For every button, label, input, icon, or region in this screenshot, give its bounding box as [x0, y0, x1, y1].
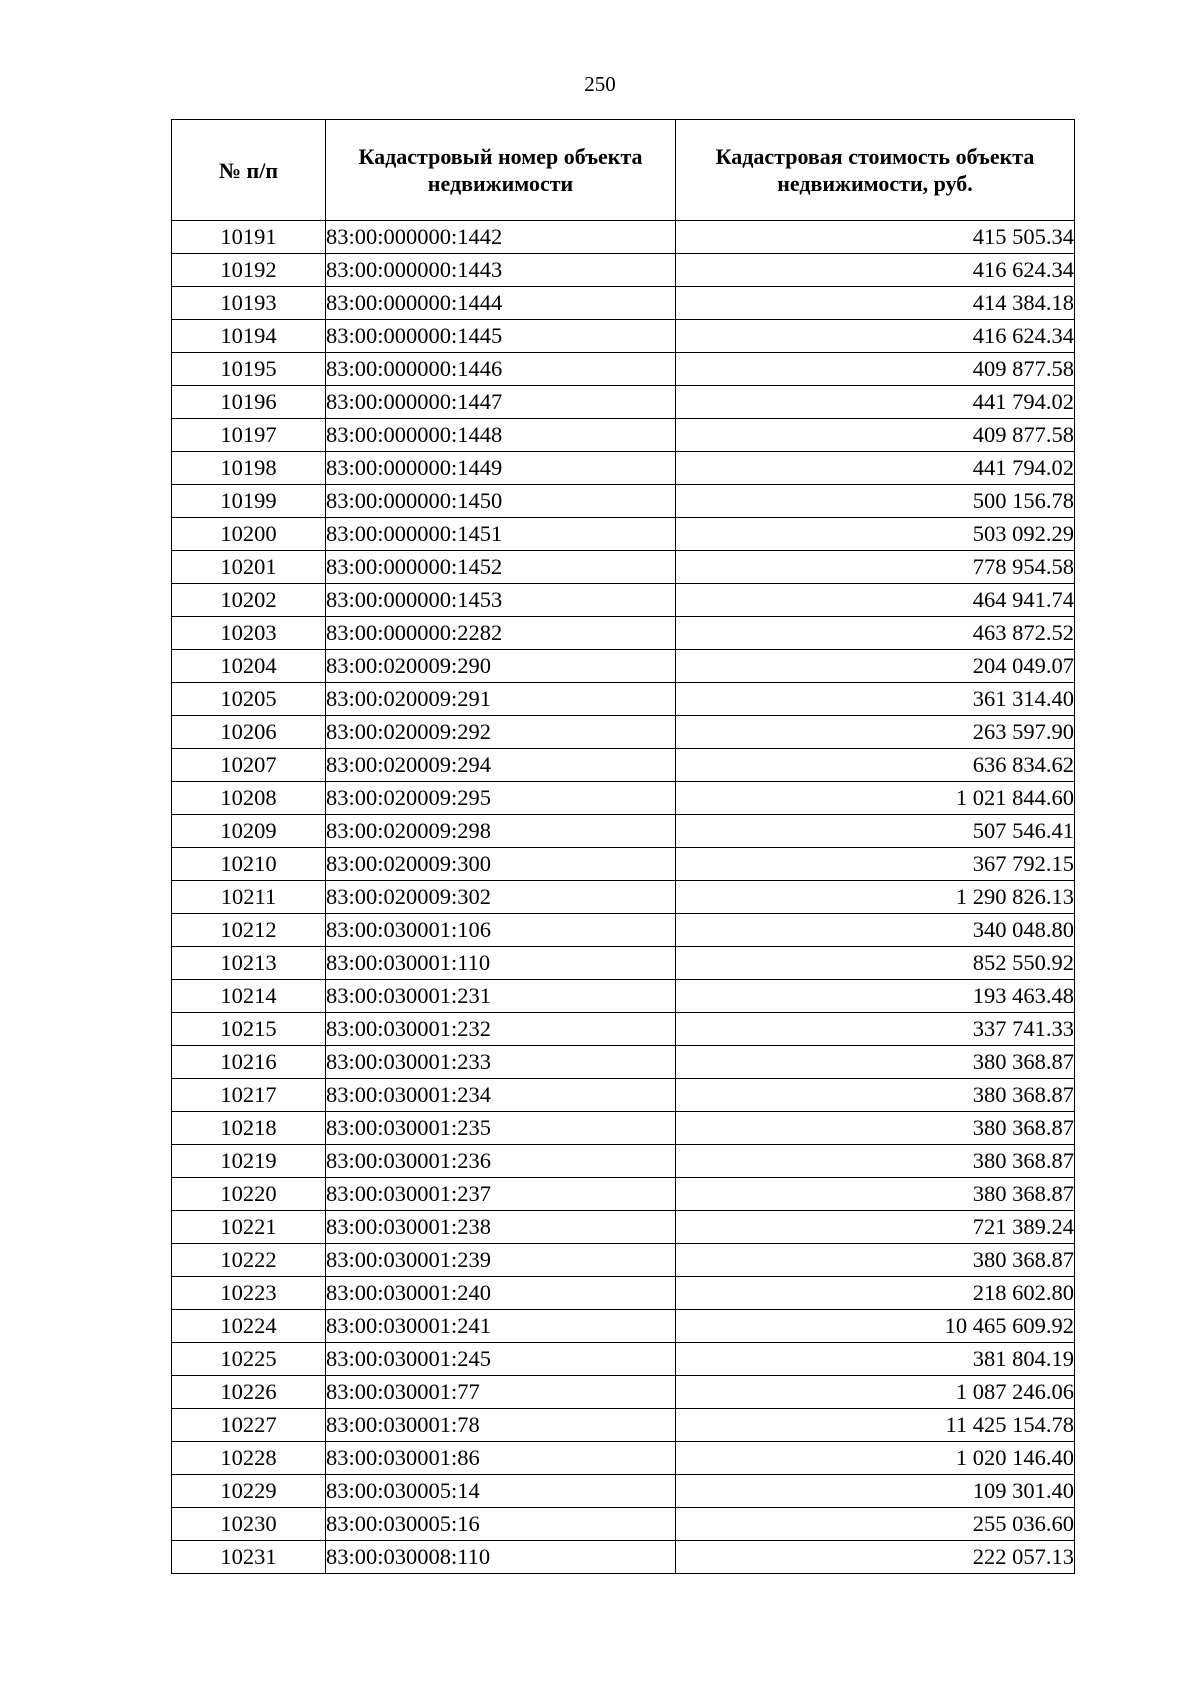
- cadastral-number: 83:00:030005:14: [326, 1475, 676, 1508]
- row-number: 10215: [172, 1013, 326, 1046]
- cadastral-value: 255 036.60: [676, 1508, 1075, 1541]
- cadastral-number: 83:00:030001:239: [326, 1244, 676, 1277]
- row-number: 10200: [172, 518, 326, 551]
- cadastral-value: 416 624.34: [676, 254, 1075, 287]
- row-number: 10228: [172, 1442, 326, 1475]
- table-row: [172, 518, 1075, 551]
- cadastral-value: 222 057.13: [676, 1541, 1075, 1574]
- table-row: [172, 1112, 1075, 1145]
- table-row: [172, 683, 1075, 716]
- row-number: 10203: [172, 617, 326, 650]
- cadastral-value: 381 804.19: [676, 1343, 1075, 1376]
- header-cadastral-value: Кадастровая стоимость объекта недвижимости, руб.: [676, 120, 1075, 221]
- cadastral-value: 204 049.07: [676, 650, 1075, 683]
- cadastral-value: 636 834.62: [676, 749, 1075, 782]
- table-row: [172, 1277, 1075, 1310]
- cadastral-number: 83:00:030001:110: [326, 947, 676, 980]
- cadastral-number: 83:00:000000:1448: [326, 419, 676, 452]
- cadastral-number: 83:00:020009:298: [326, 815, 676, 848]
- cadastral-value: 380 368.87: [676, 1046, 1075, 1079]
- table-row: [172, 980, 1075, 1013]
- cadastral-number: 83:00:030001:237: [326, 1178, 676, 1211]
- cadastral-number: 83:00:030001:77: [326, 1376, 676, 1409]
- table-row: [172, 551, 1075, 584]
- cadastral-number: 83:00:000000:1443: [326, 254, 676, 287]
- cadastral-value: 464 941.74: [676, 584, 1075, 617]
- cadastral-number: 83:00:030008:110: [326, 1541, 676, 1574]
- table-row: [172, 782, 1075, 815]
- cadastral-value: 1 087 246.06: [676, 1376, 1075, 1409]
- cadastral-number: 83:00:000000:1447: [326, 386, 676, 419]
- row-number: 10198: [172, 452, 326, 485]
- cadastral-number: 83:00:030001:232: [326, 1013, 676, 1046]
- cadastral-value: 340 048.80: [676, 914, 1075, 947]
- table-row: [172, 1244, 1075, 1277]
- cadastral-value: 361 314.40: [676, 683, 1075, 716]
- cadastral-number: 83:00:000000:1446: [326, 353, 676, 386]
- row-number: 10225: [172, 1343, 326, 1376]
- table-row: [172, 485, 1075, 518]
- table-row: [172, 353, 1075, 386]
- cadastral-value: 852 550.92: [676, 947, 1075, 980]
- cadastral-number: 83:00:030001:233: [326, 1046, 676, 1079]
- cadastral-number: 83:00:020009:294: [326, 749, 676, 782]
- cadastral-number: 83:00:000000:1452: [326, 551, 676, 584]
- cadastral-number: 83:00:030001:240: [326, 1277, 676, 1310]
- cadastral-value: 380 368.87: [676, 1244, 1075, 1277]
- row-number: 10193: [172, 287, 326, 320]
- row-number: 10220: [172, 1178, 326, 1211]
- table-row: [172, 1046, 1075, 1079]
- cadastral-number: 83:00:000000:1442: [326, 221, 676, 254]
- row-number: 10213: [172, 947, 326, 980]
- cadastral-value: 380 368.87: [676, 1112, 1075, 1145]
- table-row: [172, 1178, 1075, 1211]
- cadastral-number: 83:00:030005:16: [326, 1508, 676, 1541]
- row-number: 10208: [172, 782, 326, 815]
- row-number: 10195: [172, 353, 326, 386]
- cadastral-value: 1 020 146.40: [676, 1442, 1075, 1475]
- cadastral-number: 83:00:030001:86: [326, 1442, 676, 1475]
- cadastral-number: 83:00:000000:2282: [326, 617, 676, 650]
- table-row: [172, 914, 1075, 947]
- cadastral-number: 83:00:030001:236: [326, 1145, 676, 1178]
- cadastral-number: 83:00:030001:234: [326, 1079, 676, 1112]
- row-number: 10226: [172, 1376, 326, 1409]
- table-row: [172, 386, 1075, 419]
- cadastral-number: 83:00:030001:231: [326, 980, 676, 1013]
- table-row: [172, 254, 1075, 287]
- row-number: 10207: [172, 749, 326, 782]
- table-row: [172, 1211, 1075, 1244]
- row-number: 10199: [172, 485, 326, 518]
- cadastral-value: 380 368.87: [676, 1145, 1075, 1178]
- row-number: 10227: [172, 1409, 326, 1442]
- table-row: [172, 848, 1075, 881]
- cadastral-number: 83:00:020009:302: [326, 881, 676, 914]
- row-number: 10222: [172, 1244, 326, 1277]
- cadastral-value: 507 546.41: [676, 815, 1075, 848]
- cadastral-number: 83:00:030001:241: [326, 1310, 676, 1343]
- row-number: 10223: [172, 1277, 326, 1310]
- cadastral-value: 218 602.80: [676, 1277, 1075, 1310]
- cadastral-value: 337 741.33: [676, 1013, 1075, 1046]
- cadastral-number: 83:00:000000:1444: [326, 287, 676, 320]
- table-row: [172, 419, 1075, 452]
- table-row: [172, 1409, 1075, 1442]
- cadastral-number: 83:00:030001:235: [326, 1112, 676, 1145]
- table-row: [172, 815, 1075, 848]
- row-number: 10194: [172, 320, 326, 353]
- cadastral-value: 109 301.40: [676, 1475, 1075, 1508]
- row-number: 10197: [172, 419, 326, 452]
- cadastral-number: 83:00:030001:245: [326, 1343, 676, 1376]
- row-number: 10196: [172, 386, 326, 419]
- header-cadastral-number: Кадастровый номер объекта недвижимости: [326, 120, 676, 221]
- cadastral-number: 83:00:030001:238: [326, 1211, 676, 1244]
- row-number: 10230: [172, 1508, 326, 1541]
- table-row: [172, 881, 1075, 914]
- cadastral-number: 83:00:000000:1449: [326, 452, 676, 485]
- cadastral-value: 503 092.29: [676, 518, 1075, 551]
- header-number: № п/п: [172, 120, 326, 221]
- table-row: [172, 749, 1075, 782]
- cadastral-number: 83:00:000000:1450: [326, 485, 676, 518]
- cadastral-number: 83:00:000000:1445: [326, 320, 676, 353]
- row-number: 10212: [172, 914, 326, 947]
- table-body: [172, 221, 1075, 1574]
- table-row: [172, 1343, 1075, 1376]
- table-row: [172, 1013, 1075, 1046]
- table-row: [172, 452, 1075, 485]
- row-number: 10192: [172, 254, 326, 287]
- row-number: 10202: [172, 584, 326, 617]
- table-row: [172, 650, 1075, 683]
- table-row: [172, 1508, 1075, 1541]
- cadastral-value: 415 505.34: [676, 221, 1075, 254]
- table-row: [172, 1145, 1075, 1178]
- table-row: [172, 1541, 1075, 1574]
- row-number: 10210: [172, 848, 326, 881]
- cadastral-number: 83:00:000000:1453: [326, 584, 676, 617]
- cadastral-value: 11 425 154.78: [676, 1409, 1075, 1442]
- cadastral-number: 83:00:020009:290: [326, 650, 676, 683]
- row-number: 10209: [172, 815, 326, 848]
- row-number: 10217: [172, 1079, 326, 1112]
- table-row: [172, 1376, 1075, 1409]
- cadastral-number: 83:00:020009:295: [326, 782, 676, 815]
- cadastral-value: 1 290 826.13: [676, 881, 1075, 914]
- row-number: 10219: [172, 1145, 326, 1178]
- table-row: [172, 947, 1075, 980]
- page-number: 250: [584, 72, 616, 96]
- table-row: [172, 1475, 1075, 1508]
- table-row: [172, 1442, 1075, 1475]
- row-number: 10191: [172, 221, 326, 254]
- cadastral-number: 83:00:000000:1451: [326, 518, 676, 551]
- cadastral-value: 721 389.24: [676, 1211, 1075, 1244]
- cadastral-value: 463 872.52: [676, 617, 1075, 650]
- cadastral-number: 83:00:020009:292: [326, 716, 676, 749]
- table-row: [172, 1310, 1075, 1343]
- cadastral-value: 10 465 609.92: [676, 1310, 1075, 1343]
- row-number: 10229: [172, 1475, 326, 1508]
- cadastral-value: 441 794.02: [676, 386, 1075, 419]
- cadastral-value: 409 877.58: [676, 419, 1075, 452]
- cadastral-value: 380 368.87: [676, 1079, 1075, 1112]
- cadastral-value: 380 368.87: [676, 1178, 1075, 1211]
- row-number: 10205: [172, 683, 326, 716]
- table-row: [172, 320, 1075, 353]
- row-number: 10221: [172, 1211, 326, 1244]
- cadastral-value: 441 794.02: [676, 452, 1075, 485]
- cadastral-value: 500 156.78: [676, 485, 1075, 518]
- cadastral-value: 416 624.34: [676, 320, 1075, 353]
- cadastral-value: 263 597.90: [676, 716, 1075, 749]
- cadastral-value: 409 877.58: [676, 353, 1075, 386]
- cadastral-value: 193 463.48: [676, 980, 1075, 1013]
- table-row: [172, 617, 1075, 650]
- table-row: [172, 584, 1075, 617]
- cadastral-value: 778 954.58: [676, 551, 1075, 584]
- table-row: [172, 287, 1075, 320]
- row-number: 10206: [172, 716, 326, 749]
- cadastral-number: 83:00:030001:78: [326, 1409, 676, 1442]
- row-number: 10216: [172, 1046, 326, 1079]
- cadastral-number: 83:00:020009:300: [326, 848, 676, 881]
- row-number: 10231: [172, 1541, 326, 1574]
- cadastral-value: 367 792.15: [676, 848, 1075, 881]
- cadastral-value: 1 021 844.60: [676, 782, 1075, 815]
- row-number: 10211: [172, 881, 326, 914]
- table-row: [172, 1079, 1075, 1112]
- row-number: 10224: [172, 1310, 326, 1343]
- table-header-row: [172, 120, 1075, 221]
- cadastral-number: 83:00:020009:291: [326, 683, 676, 716]
- row-number: 10204: [172, 650, 326, 683]
- cadastral-value-table: [171, 119, 1075, 1574]
- row-number: 10218: [172, 1112, 326, 1145]
- cadastral-value: 414 384.18: [676, 287, 1075, 320]
- row-number: 10214: [172, 980, 326, 1013]
- cadastral-number: 83:00:030001:106: [326, 914, 676, 947]
- row-number: 10201: [172, 551, 326, 584]
- table-row: [172, 716, 1075, 749]
- table-row: [172, 221, 1075, 254]
